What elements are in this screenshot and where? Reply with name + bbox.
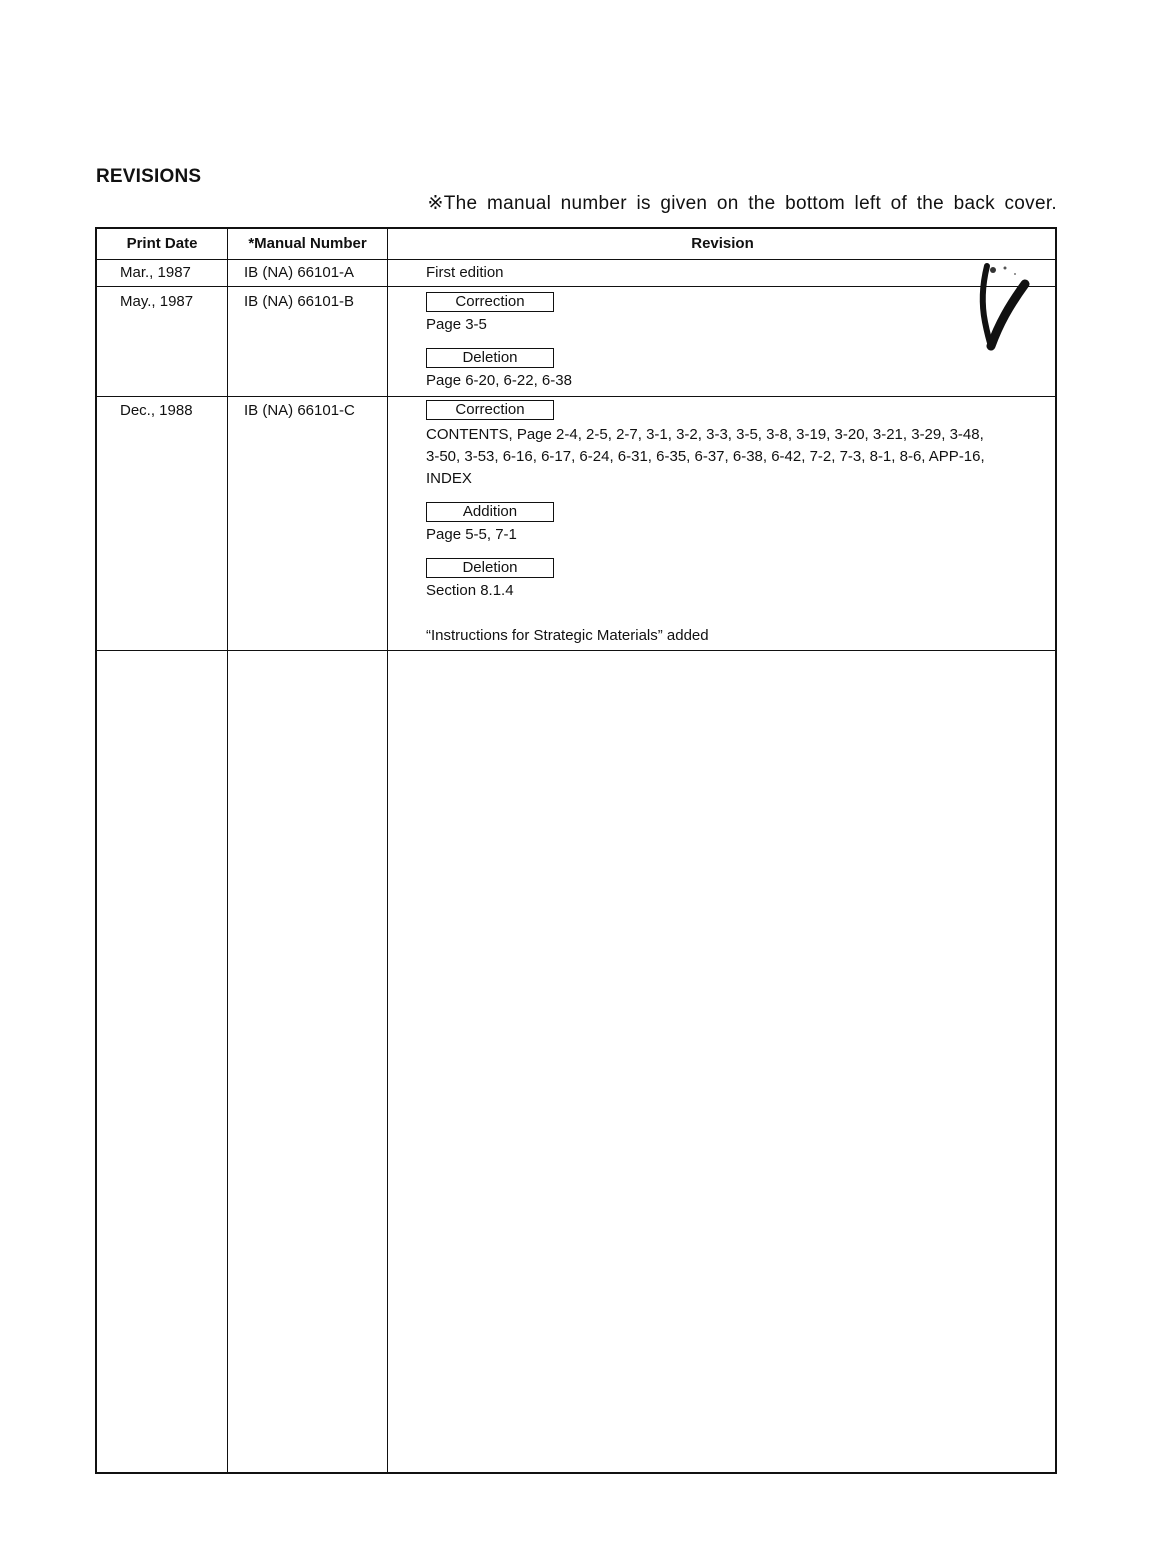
- row-3-correction-line-3: INDEX: [426, 470, 472, 487]
- row-2-deletion-label: Deletion: [426, 348, 554, 368]
- header-divider: [97, 259, 1055, 260]
- row-3-addition-label: Addition: [426, 502, 554, 522]
- row-2-correction-text: Page 3-5: [426, 316, 487, 333]
- row-2-manual-number: IB (NA) 66101-B: [244, 293, 355, 310]
- header-revision: Revision: [691, 235, 754, 252]
- row-1-revision-text: First edition: [426, 264, 504, 281]
- row-3-addition-text: Page 5-5, 7-1: [426, 526, 517, 543]
- row-3-manual-number: IB (NA) 66101-C: [244, 402, 355, 419]
- row-3-extra-text: “Instructions for Strategic Materials” added: [426, 627, 709, 644]
- row-divider: [97, 650, 1055, 651]
- row-2-deletion-text: Page 6-20, 6-22, 6-38: [426, 372, 572, 389]
- row-3-correction-label: Correction: [426, 400, 554, 420]
- row-2-correction-label: Correction: [426, 292, 554, 312]
- checkmark-icon: [965, 262, 1035, 352]
- row-3-correction-line-2: 3-50, 3-53, 6-16, 6-17, 6-24, 6-31, 6-35, 6-37, 6-38, 6-42, 7-2, 7-3, 8-1, 8-6, APP-16,: [426, 448, 985, 465]
- column-divider: [227, 229, 228, 1472]
- row-3-date: Dec., 1988: [120, 402, 193, 419]
- header-manual-number: *Manual Number: [248, 235, 367, 252]
- row-3-correction-line-1: CONTENTS, Page 2-4, 2-5, 2-7, 3-1, 3-2, 3-3, 3-5, 3-8, 3-19, 3-20, 3-21, 3-29, 3-48,: [426, 426, 984, 443]
- manual-number-note: ※The manual number is given on the bottom left of the back cover.: [427, 193, 1057, 214]
- column-divider: [387, 229, 388, 1472]
- row-2-date: May., 1987: [120, 293, 194, 310]
- page-title: REVISIONS: [96, 166, 202, 187]
- row-3-deletion-text: Section 8.1.4: [426, 582, 514, 599]
- header-print-date: Print Date: [126, 235, 198, 252]
- row-divider: [97, 286, 1055, 287]
- row-divider: [97, 396, 1055, 397]
- revisions-table: [95, 227, 1057, 1474]
- row-1-manual-number: IB (NA) 66101-A: [244, 264, 355, 281]
- row-1-date: Mar., 1987: [120, 264, 191, 281]
- row-3-deletion-label: Deletion: [426, 558, 554, 578]
